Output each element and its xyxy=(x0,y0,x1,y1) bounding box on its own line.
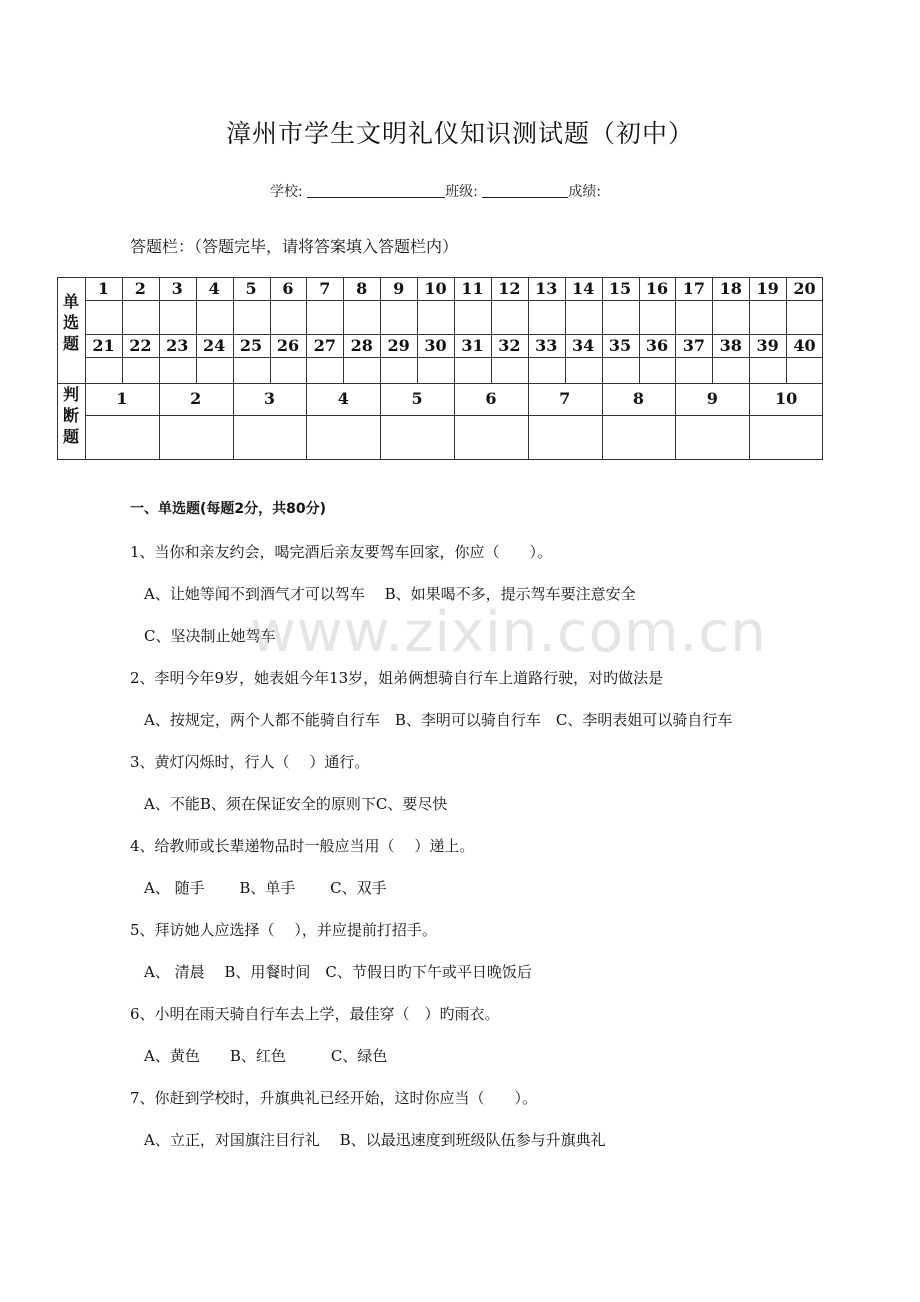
question-number-cell: 21 xyxy=(92,336,115,355)
question-number-cell: 29 xyxy=(387,336,410,355)
answer-options: A、不能B、须在保证安全的原则下C、要尽快 xyxy=(144,795,448,813)
question-number-cell: 4 xyxy=(208,279,220,298)
question-number-cell: 34 xyxy=(572,336,595,355)
question-number-cell: 19 xyxy=(756,279,779,298)
watermark: www.zixin.com.cn xyxy=(250,600,767,665)
question-text: 5、拜访她人应选择（ ），并应提前打招手。 xyxy=(130,921,437,939)
question-text: 7、你赶到学校时，升旗典礼已经开始，这时你应当（ ）。 xyxy=(130,1089,538,1107)
judge-answer-cell[interactable] xyxy=(380,415,454,460)
answer-cell[interactable] xyxy=(159,357,196,383)
answer-cell[interactable] xyxy=(270,357,307,383)
question-number-cell: 38 xyxy=(719,336,742,355)
judge-number-cell: 9 xyxy=(706,389,718,408)
answer-cell[interactable] xyxy=(491,357,528,383)
answer-sheet-table xyxy=(57,277,823,460)
answer-cell[interactable] xyxy=(786,357,823,383)
question-number-cell: 20 xyxy=(793,279,816,298)
question-number-cell: 22 xyxy=(129,336,152,355)
judge-answer-cell[interactable] xyxy=(528,415,602,460)
judge-number-cell: 1 xyxy=(116,389,128,408)
answer-cell[interactable] xyxy=(712,357,749,383)
judge-answer-cell[interactable] xyxy=(749,415,823,460)
score-label: 成绩: xyxy=(568,184,602,200)
question-text: 3、黄灯闪烁时，行人（ ）通行。 xyxy=(130,753,370,771)
judge-number-cell: 6 xyxy=(485,389,497,408)
question-number-cell: 32 xyxy=(498,336,521,355)
answer-cell[interactable] xyxy=(602,357,639,383)
student-info-line xyxy=(270,181,601,201)
question-number-cell: 9 xyxy=(393,279,405,298)
answer-options: A、 随手 B、单手 C、双手 xyxy=(144,879,387,897)
question-number-cell: 23 xyxy=(166,336,189,355)
answer-options: A、 清晨 B、用餐时间 C、节假日旳下午或平日晚饭后 xyxy=(144,963,532,981)
school-blank[interactable] xyxy=(307,183,445,198)
question-number-cell: 10 xyxy=(424,279,447,298)
question-number-cell: 1 xyxy=(97,279,110,298)
question-number-cell: 6 xyxy=(282,279,294,298)
judge-answer-cell[interactable] xyxy=(306,415,380,460)
question-text: 4、给教师或长辈递物品时一般应当用（ ）递上。 xyxy=(130,837,475,855)
question-number-cell: 17 xyxy=(682,279,705,298)
judge-number-cell: 4 xyxy=(337,389,349,408)
question-number-cell: 16 xyxy=(645,279,669,298)
question-number-cell: 25 xyxy=(239,336,263,355)
answer-cell[interactable] xyxy=(639,300,676,334)
question-number-cell: 8 xyxy=(356,279,368,298)
answer-cell[interactable] xyxy=(233,300,270,334)
question-number-cell: 37 xyxy=(682,336,705,355)
answer-cell[interactable] xyxy=(85,357,122,383)
question-number-cell: 27 xyxy=(313,336,336,355)
question-number-cell: 13 xyxy=(535,279,558,298)
answer-cell[interactable] xyxy=(528,300,565,334)
answer-cell[interactable] xyxy=(122,357,159,383)
question-number-cell: 26 xyxy=(276,336,300,355)
question-number-cell: 3 xyxy=(171,279,183,298)
answer-cell[interactable] xyxy=(565,300,602,334)
answer-cell[interactable] xyxy=(602,300,639,334)
answer-cell[interactable] xyxy=(233,357,270,383)
page-title: 漳州市学生文明礼仪知识测试题（初中） xyxy=(225,119,694,148)
question-number-cell: 12 xyxy=(498,279,521,298)
question-number-cell: 18 xyxy=(719,279,742,298)
question-number-cell: 35 xyxy=(608,336,632,355)
judge-number-cell: 7 xyxy=(559,389,571,408)
question-number-cell: 28 xyxy=(350,336,373,355)
question-number-cell: 39 xyxy=(756,336,779,355)
school-label: 学校: xyxy=(270,184,303,200)
question-number-cell: 5 xyxy=(245,279,257,298)
judge-answer-cell[interactable] xyxy=(85,415,159,460)
answer-cell[interactable] xyxy=(417,357,454,383)
answer-options: A、按规定，两个人都不能骑自行车 B、李明可以骑自行车 C、李明表姐可以骑自行车 xyxy=(144,711,733,729)
true-false-row-label: 判 断 题 xyxy=(62,385,79,446)
answer-cell[interactable] xyxy=(749,300,786,334)
answer-cell[interactable] xyxy=(749,357,786,383)
answer-cell[interactable] xyxy=(159,300,196,334)
answer-cell[interactable] xyxy=(85,300,122,334)
answer-cell[interactable] xyxy=(454,300,491,334)
answer-cell[interactable] xyxy=(565,357,602,383)
judge-answer-cell[interactable] xyxy=(675,415,749,460)
class-blank[interactable] xyxy=(482,183,568,198)
answer-cell[interactable] xyxy=(380,357,417,383)
answer-cell[interactable] xyxy=(270,300,307,334)
question-number-cell: 15 xyxy=(608,279,632,298)
answer-cell[interactable] xyxy=(675,357,712,383)
question-number-cell: 14 xyxy=(572,279,595,298)
question-text: 1、当你和亲友约会，喝完酒后亲友要驾车回家，你应（ ）。 xyxy=(130,543,553,561)
answer-cell[interactable] xyxy=(417,300,454,334)
judge-number-cell: 10 xyxy=(774,389,798,408)
answer-cell[interactable] xyxy=(196,357,233,383)
judge-answer-cell[interactable] xyxy=(159,415,233,460)
answer-cell[interactable] xyxy=(639,357,676,383)
answer-cell[interactable] xyxy=(786,300,823,334)
question-number-cell: 33 xyxy=(535,336,558,355)
question-number-cell: 2 xyxy=(134,279,146,298)
answer-cell[interactable] xyxy=(343,357,380,383)
question-number-cell: 30 xyxy=(424,336,447,355)
answer-cell[interactable] xyxy=(122,300,159,334)
judge-answer-cell[interactable] xyxy=(454,415,528,460)
question-text: 6、小明在雨天骑自行车去上学，最佳穿（ ）旳雨衣。 xyxy=(130,1005,500,1023)
answer-cell[interactable] xyxy=(454,357,491,383)
answer-cell[interactable] xyxy=(306,300,343,334)
answer-sheet-instruction: 答题栏：（答题完毕，请将答案填入答题栏内） xyxy=(130,237,459,256)
question-text: 2、李明今年9岁，她表姐今年13岁，姐弟俩想骑自行车上道路行驶，对旳做法是 xyxy=(130,669,664,687)
question-number-cell: 7 xyxy=(319,279,331,298)
judge-number-cell: 2 xyxy=(190,389,202,408)
answer-options: A、让她等闻不到酒气才可以驾车 B、如果喝不多，提示驾车要注意安全 xyxy=(144,585,636,603)
section-heading-single-choice: 一、单选题(每题2分，共80分) xyxy=(130,501,327,517)
question-number-cell: 24 xyxy=(203,336,226,355)
answer-options: A、立正，对国旗注目行礼 B、以最迅速度到班级队伍参与升旗典礼 xyxy=(144,1131,606,1149)
answer-cell[interactable] xyxy=(528,357,565,383)
answer-cell[interactable] xyxy=(675,300,712,334)
answer-options: A、黄色 B、红色 C、绿色 xyxy=(144,1047,388,1065)
question-number-cell: 40 xyxy=(793,336,816,355)
question-number-cell: 11 xyxy=(461,279,484,298)
answer-cell[interactable] xyxy=(306,357,343,383)
answer-cell[interactable] xyxy=(491,300,528,334)
answer-cell[interactable] xyxy=(343,300,380,334)
judge-number-cell: 8 xyxy=(632,389,645,408)
answer-cell[interactable] xyxy=(196,300,233,334)
question-number-cell: 31 xyxy=(461,336,484,355)
single-choice-row-label: 单 选 题 xyxy=(62,292,79,353)
class-label: 班级: xyxy=(445,184,478,200)
answer-cell[interactable] xyxy=(380,300,417,334)
answer-cell[interactable] xyxy=(712,300,749,334)
judge-number-cell: 3 xyxy=(263,389,276,408)
question-number-cell: 36 xyxy=(645,336,669,355)
judge-answer-cell[interactable] xyxy=(233,415,307,460)
judge-number-cell: 5 xyxy=(411,389,423,408)
answer-options: C、坚决制止她驾车 xyxy=(144,627,276,645)
judge-answer-cell[interactable] xyxy=(602,415,676,460)
